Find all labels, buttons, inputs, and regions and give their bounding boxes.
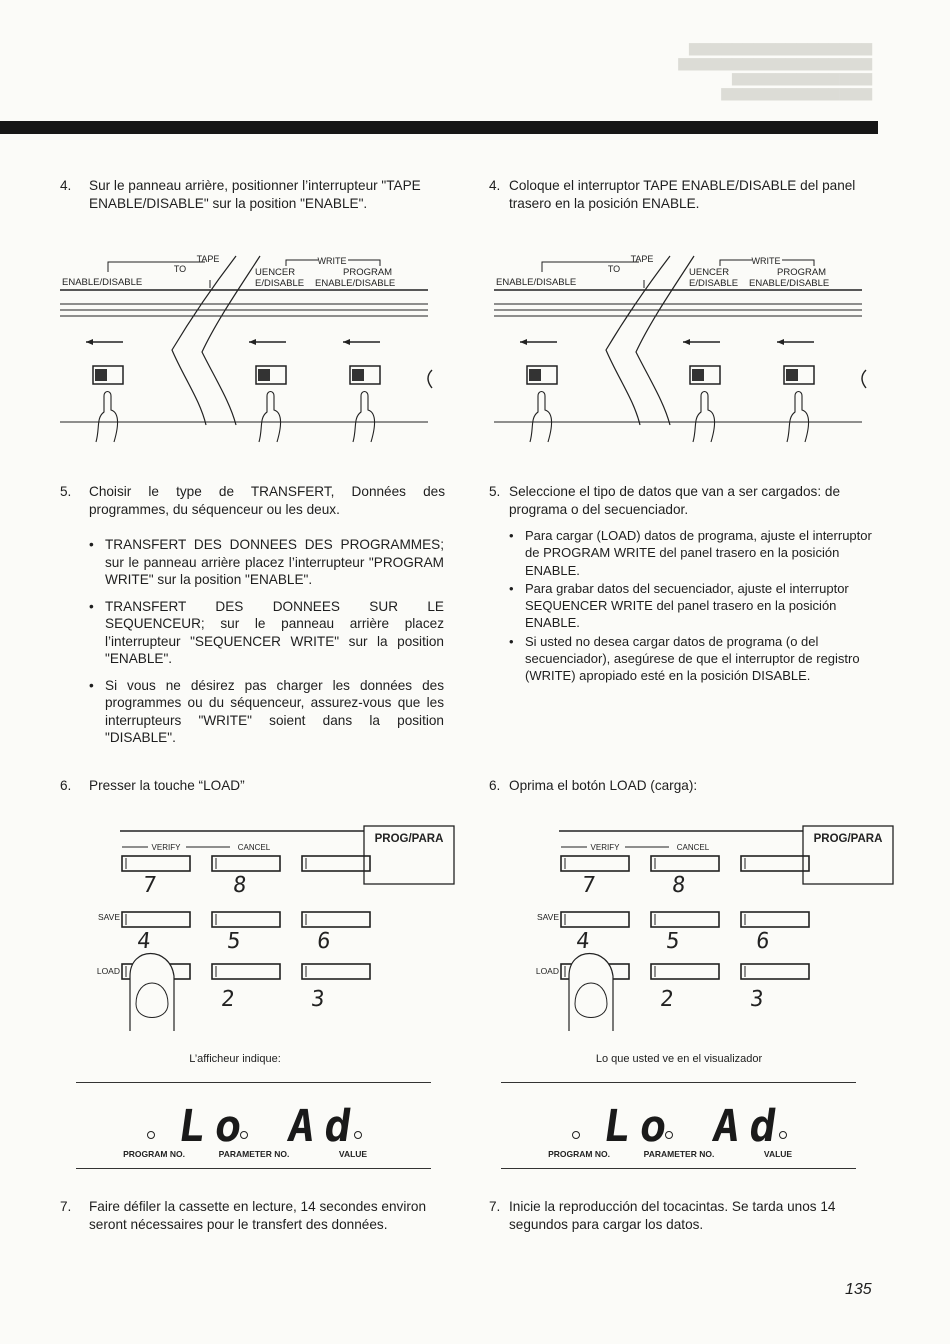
arrowhead-icon: [249, 339, 256, 345]
load-label: LOAD: [535, 966, 559, 976]
save-label: SAVE: [97, 912, 120, 922]
prog-para-label: PROG/PARA: [813, 833, 883, 845]
step-text: Faire défiler la cassette en lecture, 14 secondes environ seront nécessaires pour le transfert des données.: [89, 1199, 427, 1232]
keypad-diagram: [535, 826, 883, 1036]
step-text: Choisir le type de TRANSFERT, Données des programmes, du séquenceur ou les deux.: [89, 484, 445, 517]
step-7: [60, 1198, 445, 1233]
switch-knob: [352, 369, 364, 381]
keypad-key-button: [302, 856, 370, 871]
step-5: [489, 483, 874, 518]
verify-label: VERIFY: [590, 843, 620, 852]
display-panel: [76, 1082, 431, 1169]
arrowhead-icon: [520, 339, 527, 345]
pointing-finger-icon: [259, 392, 281, 443]
step-6: [489, 777, 874, 795]
cancel-label: CANCEL: [676, 843, 710, 852]
keypad-key-button: [212, 912, 280, 927]
step-number: 4.: [489, 178, 501, 193]
display-caption: L’afficheur indique:: [189, 1053, 281, 1065]
edge-curve: [428, 370, 432, 388]
arrowhead-icon: [86, 339, 93, 345]
rear-switch-diagram: [494, 250, 874, 445]
pointing-finger-icon: [787, 392, 809, 443]
panel-label: TO: [607, 264, 621, 274]
panel-label: ENABLE/DISABLE: [315, 278, 396, 289]
panel-label: ENABLE/DISABLE: [749, 278, 830, 289]
keypad-key-button: [741, 856, 809, 871]
keypad-key-button: [741, 912, 809, 927]
pressing-finger-icon: [130, 954, 174, 1032]
save-label: SAVE: [536, 912, 559, 922]
pointing-finger-icon: [96, 392, 118, 443]
rear-switch-diagram: [60, 250, 440, 445]
keypad-key-button: [302, 964, 370, 979]
keypad-key-button: [212, 964, 280, 979]
panel-label: E/DISABLE: [689, 278, 739, 289]
bracket-line: [720, 260, 752, 266]
step-text: Presser la touche “LOAD”: [89, 778, 245, 793]
display-field-label: PARAMETER NO.: [218, 1149, 290, 1159]
bracket-line: [348, 260, 380, 266]
keypad-key-button: [561, 856, 629, 871]
key-digit: 2: [658, 987, 675, 1012]
header-rule: [0, 121, 878, 134]
cancel-label: CANCEL: [237, 843, 271, 852]
pointing-finger-icon: [693, 392, 715, 443]
step-text: Seleccione el tipo de datos que van a ser cargados: de programa o del secuenciador.: [509, 484, 841, 517]
panel-label: PROGRAM: [777, 267, 827, 278]
pointing-finger-icon: [530, 392, 552, 443]
panel-label: ENABLE/DISABLE: [62, 277, 143, 288]
keypad-diagram: [96, 826, 444, 1036]
panel-label: TAPE: [196, 254, 220, 264]
keypad-key-button: [651, 964, 719, 979]
keypad-key-button: [122, 912, 190, 927]
step-text: Oprima el botón LOAD (carga):: [509, 778, 698, 793]
key-digit: 7: [141, 873, 158, 898]
step-number: 7.: [489, 1199, 501, 1214]
key-digit: 5: [225, 929, 242, 954]
display-caption: Lo que usted ve en el visualizador: [595, 1053, 763, 1065]
keypad-key-button: [561, 912, 629, 927]
step-number: 7.: [60, 1199, 72, 1214]
step-7: [489, 1198, 874, 1233]
display-readout-text: Lo Ad: [175, 1101, 365, 1152]
edge-curve: [862, 370, 866, 388]
indicator-dot: [573, 1132, 580, 1139]
panel-label: WRITE: [751, 256, 781, 266]
step-text: Inicie la reproducción del tocacintas. Se tarda unos 14 segundos para cargar los datos.: [509, 1199, 836, 1232]
bracket-line: [782, 260, 814, 266]
display-readout: [76, 1083, 431, 1168]
key-digit: 3: [748, 987, 765, 1012]
step-number: 6.: [60, 778, 72, 793]
panel-label: PROGRAM: [343, 267, 393, 278]
keypad-key-button: [651, 856, 719, 871]
switch-knob: [95, 369, 107, 381]
step-6: [60, 777, 445, 795]
panel-label: TO: [173, 264, 187, 274]
display-readout: [501, 1083, 856, 1168]
step-number: 5.: [60, 484, 72, 499]
switch-knob: [258, 369, 270, 381]
keypad-key-button: [122, 856, 190, 871]
bullet-list: [509, 527, 874, 686]
arrowhead-icon: [777, 339, 784, 345]
key-digit: 4: [574, 929, 591, 954]
keypad-key-button: [212, 856, 280, 871]
step-4: [60, 177, 445, 212]
display-field-label: VALUE: [338, 1149, 368, 1159]
bracket-line: [108, 262, 205, 272]
pressing-finger-icon: [569, 954, 613, 1032]
tear-line: [636, 256, 694, 425]
bullet-item: • TRANSFERT DES DONNEES DES PROGRAMMES; sur le panneau arrière placez l’interrupteur "PROGRAM WRITE" sur la position "ENABLE".: [89, 536, 444, 589]
indicator-dot: [148, 1132, 155, 1139]
keypad-key-button: [302, 912, 370, 927]
key-digit: 3: [309, 987, 326, 1012]
bullet-item: • Si usted no desea cargar datos de programa (o del secuenciador), asegúrese de que el interruptor de registro (WRITE) apropiado esté en la posición DISABLE.: [509, 633, 874, 685]
step-text: Sur le panneau arrière, positionner l’interrupteur "TAPE ENABLE/DISABLE" sur la position "ENABLE".: [89, 178, 421, 211]
display-field-label: PROGRAM NO.: [123, 1149, 185, 1159]
switch-knob: [786, 369, 798, 381]
key-digit: 6: [754, 929, 771, 954]
bullet-item: • Para cargar (LOAD) datos de programa, ajuste el interruptor de PROGRAM WRITE del panel trasero en la posición ENABLE.: [509, 527, 874, 579]
step-number: 4.: [60, 178, 72, 193]
pointing-finger-icon: [353, 392, 375, 443]
step-number: 5.: [489, 484, 501, 499]
panel-label: UENCER: [255, 267, 296, 278]
key-digit: 2: [219, 987, 236, 1012]
switch-knob: [692, 369, 704, 381]
keypad-key-button: [651, 912, 719, 927]
key-digit: 8: [670, 873, 687, 898]
step-text: Coloque el interruptor TAPE ENABLE/DISABLE del panel trasero en la posición ENABLE.: [509, 178, 856, 211]
verify-label: VERIFY: [151, 843, 181, 852]
panel-label: WRITE: [317, 256, 347, 266]
display-field-label: VALUE: [763, 1149, 793, 1159]
bracket-line: [542, 262, 639, 272]
switch-knob: [529, 369, 541, 381]
key-digit: 7: [580, 873, 597, 898]
bullet-list: [89, 536, 444, 756]
display-field-label: PARAMETER NO.: [643, 1149, 715, 1159]
panel-label: UENCER: [689, 267, 730, 278]
bracket-line: [286, 260, 318, 266]
key-digit: 4: [135, 929, 152, 954]
step-number: 6.: [489, 778, 501, 793]
step-5: [60, 483, 445, 518]
step-4: [489, 177, 874, 212]
bullet-item: • Si vous ne désirez pas charger les données des programmes ou du séquenceur, assurez-vous que les interrupteurs "WRITE" soient dans la position "DISABLE".: [89, 677, 444, 747]
page-number: 135: [845, 1281, 872, 1298]
display-field-label: PROGRAM NO.: [548, 1149, 610, 1159]
key-digit: 6: [315, 929, 332, 954]
display-readout-text: Lo Ad: [600, 1101, 790, 1152]
key-digit: 5: [664, 929, 681, 954]
bullet-item: • TRANSFERT DES DONNEES SUR LE SEQUENCEUR; sur le panneau arrière placez l’interrupteur "SEQUENCER WRITE" sur la position "ENABLE".: [89, 598, 444, 668]
panel-label: E/DISABLE: [255, 278, 305, 289]
keypad-key-button: [741, 964, 809, 979]
tear-line: [202, 256, 260, 425]
bullet-item: • Para grabar datos del secuenciador, ajuste el interruptor SEQUENCER WRITE del panel trasero en la posición ENABLE.: [509, 580, 874, 632]
display-panel: [501, 1082, 856, 1169]
arrowhead-icon: [343, 339, 350, 345]
panel-label: ENABLE/DISABLE: [496, 277, 577, 288]
load-label: LOAD: [96, 966, 120, 976]
prog-para-label: PROG/PARA: [374, 833, 444, 845]
arrowhead-icon: [683, 339, 690, 345]
panel-label: TAPE: [630, 254, 654, 264]
bleed-through-heading: ▆▆▆▆▆▆▆▆▆▆▆▆▆▆▆▆▆ ▆▆▆▆▆▆▆▆▆▆▆▆▆▆▆▆▆▆ ▆▆▆▆▆▆▆▆▆▆▆▆▆ ▆▆▆▆▆▆▆▆▆▆▆▆▆▆: [678, 39, 872, 100]
key-digit: 8: [231, 873, 248, 898]
